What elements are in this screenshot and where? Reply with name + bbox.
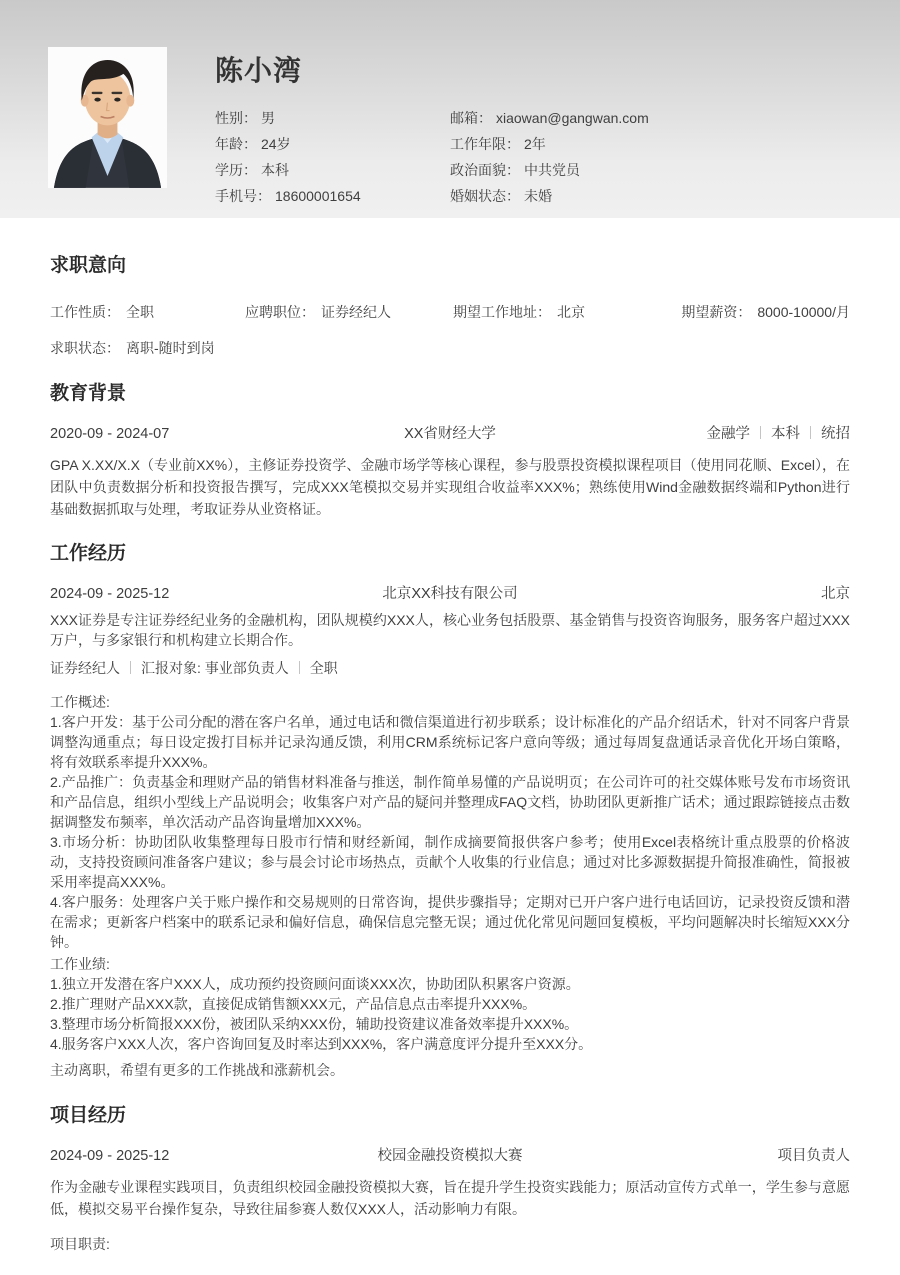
work-overview-item: 1.客户开发：基于公司分配的潜在客户名单，通过电话和微信渠道进行初步联系；设计标准化的产品介绍话术，针对不同客户背景调整沟通重点；每日设定拨打目标并记录沟通反馈，利用CRM系统标记客户意向等级；通过每周复盘通话录音优化开场白策略，将有效联系率提升XXX%。 [50, 714, 850, 770]
education-school: XX省财经大学 [404, 426, 496, 442]
section-title-education: 教育背景 [50, 383, 127, 404]
profile-photo [48, 47, 167, 188]
detail-degree: 学历： 本科 [215, 162, 289, 178]
education-meta-row [50, 424, 850, 444]
work-overview-item: 3.市场分析：协助团队收集整理每日股市行情和财经新闻，制作成摘要简报供客户参考；使用Excel表格统计重点股票的价格波动，支持投资顾问准备客户建议；参与晨会讨论市场热点，贡献个人收集的行业信息；通过对比多源数据提升简报准确性，简报被采用率提高XXX%。 [50, 834, 850, 890]
education-period: 2020-09 - 2024-07 [50, 426, 170, 442]
work-role: 证券经纪人 [50, 660, 120, 676]
divider [810, 426, 811, 439]
education-major: 金融学 [706, 426, 750, 442]
work-overview-item: 4.客户服务：处理客户关于账户操作和交易规则的日常咨询，提供步骤指导；定期对已开户客户进行电话回访，记录投资反馈和潜在需求；更新客户档案中的联系记录和偏好信息，确保信息完整无误；通过优化常见问题回复模板，平均问题解决时长缩短XXX分钟。 [50, 894, 850, 950]
divider [130, 661, 131, 674]
education-tags [634, 424, 850, 444]
intention-salary: 期望薪资： 8000-10000/月 [681, 304, 850, 320]
work-achievement-item: 3.整理市场分析简报XXX份，被团队采纳XXX份，辅助投资建议准备效率提升XXX%。 [50, 1016, 579, 1032]
candidate-name: 陈小湾 [215, 55, 303, 86]
detail-work-years: 工作年限： 2年 [450, 136, 546, 152]
work-report-to: 汇报对象: 事业部负责人 [141, 660, 289, 676]
project-background: 作为金融专业课程实践项目，负责组织校园金融投资模拟大赛，旨在提升学生投资实践能力；原活动宣传方式单一，学生参与意愿低，模拟交易平台操作复杂，导致往届参赛人数仅XXX人，活动影响力有限。 [50, 1179, 850, 1217]
work-achievements [50, 954, 850, 1054]
work-period: 2024-09 - 2025-12 [50, 586, 170, 602]
intention-position: 应聘职位： 证券经纪人 [245, 304, 391, 320]
detail-political-status: 政治面貌： 中共党员 [450, 162, 580, 178]
project-meta-row [50, 1146, 850, 1166]
work-overview-title: 工作概述: [50, 694, 110, 710]
work-achievement-item: 2.推广理财产品XXX款，直接促成销售额XXX元，产品信息点击率提升XXX%。 [50, 996, 537, 1012]
work-job-type: 全职 [309, 660, 338, 676]
job-intention-row1 [50, 302, 850, 322]
section-title-project-experience: 项目经历 [50, 1105, 127, 1126]
work-location: 北京 [821, 586, 850, 602]
project-role: 项目负责人 [777, 1148, 850, 1164]
divider [760, 426, 761, 439]
work-achievement-item: 4.服务客户XXX人次，客户咨询回复及时率达到XXX%，客户满意度评分提升至XXX分。 [50, 1036, 593, 1052]
leave-reason: 主动离职，希望有更多的工作挑战和涨薪机会。 [50, 1062, 344, 1078]
work-achievements-title: 工作业绩: [50, 956, 110, 972]
work-company: 北京XX科技有限公司 [382, 586, 518, 602]
education-description: GPA X.XX/X.X（专业前XX%），主修证券投资学、金融市场学等核心课程，参与股票投资模拟课程项目（使用同花顺、Excel），在团队中负责数据分析和投资报告撰写，完成XXX笔模拟交易并实现组合收益率XXX%；熟练使用Wind金融数据终端和Python进行基础数据抓取与处理，考取证券从业资格证。 [50, 457, 850, 517]
candidate-details [215, 105, 850, 209]
intention-location: 期望工作地址： 北京 [453, 304, 585, 320]
work-role-tags [50, 658, 850, 678]
intention-status: 求职状态： 离职-随时到岗 [50, 340, 215, 356]
divider [299, 661, 300, 674]
project-duty-title: 项目职责: [50, 1236, 110, 1252]
work-overview [50, 692, 850, 952]
work-overview-item: 2.产品推广：负责基金和理财产品的销售材料准备与推送，制作简单易懂的产品说明页；在公司许可的社交媒体账号发布市场资讯和产品信息，组织小型线上产品说明会；收集客户对产品的疑问并整理成FAQ文档，协助团队更新推广话术；通过跟踪链接点击数据调整发布频率，单次活动产品咨询量增加XXX%。 [50, 774, 850, 830]
company-intro: XXX证券是专注证券经纪业务的金融机构，团队规模约XXX人，核心业务包括股票、基金销售与投资咨询服务，服务客户超过XXX万户，与多家银行和机构建立长期合作。 [50, 612, 850, 648]
work-achievement-item: 1.独立开发潜在客户XXX人，成功预约投资顾问面谈XXX次，协助团队积累客户资源。 [50, 976, 580, 992]
detail-age: 年龄： 24岁 [215, 136, 291, 152]
education-enrollment-type: 统招 [821, 426, 850, 442]
section-title-job-intention: 求职意向 [50, 255, 127, 276]
work-meta-row [50, 584, 850, 604]
intention-job-type: 工作性质： 全职 [50, 304, 154, 320]
detail-marital-status: 婚姻状态： 未婚 [450, 188, 552, 204]
project-period: 2024-09 - 2025-12 [50, 1148, 170, 1164]
profile-photo-illustration [48, 47, 167, 188]
education-degree: 本科 [771, 426, 800, 442]
detail-phone: 手机号： 18600001654 [215, 188, 361, 204]
resume-header [0, 0, 900, 218]
project-name: 校园金融投资模拟大赛 [377, 1148, 523, 1164]
detail-gender: 性别： 男 [215, 110, 275, 126]
section-title-work-experience: 工作经历 [50, 543, 127, 564]
detail-email: 邮箱： xiaowan@gangwan.com [450, 110, 649, 126]
